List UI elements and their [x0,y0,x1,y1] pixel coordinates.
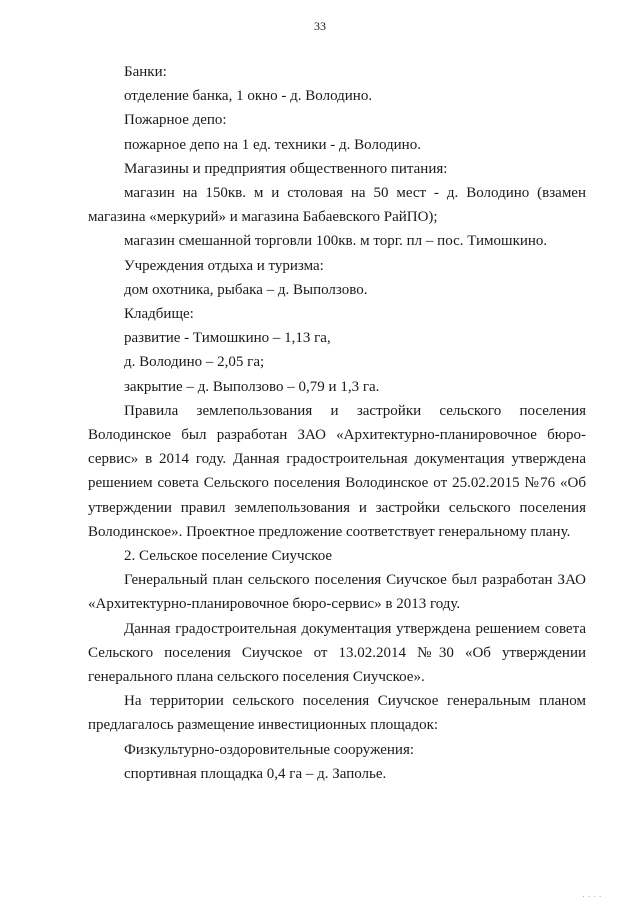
paragraph-shop-volodino: магазин на 150кв. м и столовая на 50 мест - д. Володино (взамен магазина «меркурий» и магазина Бабаевского РайПО); [88,185,586,226]
paragraph-cemetery-heading: Кладбище: [124,306,194,323]
scan-artifact-mark: . . . . [582,891,602,899]
paragraph-shops-heading: Магазины и предприятия общественного питания: [124,160,448,177]
paragraph-fire-depot: пожарное депо на 1 ед. техники - д. Володино. [124,136,421,153]
paragraph-cemetery-volodino: д. Володино – 2,05 га; [124,354,265,371]
paragraph-shop-timoshkino: магазин смешанной торговли 100кв. м торг. пл – пос. Тимошкино. [124,233,548,250]
page-number: 33 [314,19,326,33]
paragraph-sports-ground: спортивная площадка 0,4 га – д. Заполье. [124,765,387,782]
paragraph-cemetery-timoshkino: развитие - Тимошкино – 1,13 га, [124,330,331,347]
paragraph-bank-branch: отделение банка, 1 окно - д. Володино. [124,88,373,105]
paragraph-banks-heading: Банки: [124,64,167,80]
paragraph-recreation-heading: Учреждения отдыха и туризма: [124,257,324,274]
paragraph-land-use-rules: Правила землепользования и застройки сельского поселения Володинское был разработан ЗАО «Архитектурно-планировочное бюро-сервис» в 2014 году. Данная градостроительная документация утверждена решением совета Сельского поселения Володинское от 25.02.2015 №76 «Об утверждении правил землепользования и застройки сельского поселения Володинское». Проектное предложение соответствует генеральному плану. [88,402,586,540]
paragraph-general-plan: Генеральный план сельского поселения Сиучское был разработан ЗАО «Архитектурно-планировочное бюро-сервис» в 2013 году. [88,572,586,613]
paragraph-fire-depot-heading: Пожарное депо: [124,112,227,129]
document-body [88,60,586,786]
paragraph-cemetery-closure: закрытие – д. Выползово – 0,79 и 1,3 га. [124,378,380,395]
paragraph-investment-sites: На территории сельского поселения Сиучское генеральным планом предлагалось размещение инвестиционных площадок: [88,693,586,734]
paragraph-sports-heading: Физкультурно-оздоровительные сооружения: [124,741,415,758]
paragraph-hunter-house: дом охотника, рыбака – д. Выползово. [124,281,368,298]
paragraph-section-siuchskoe: 2. Сельское поселение Сиучское [124,548,333,565]
paragraph-approval: Данная градостроительная документация утверждена решением совета Сельского поселения Сиучское от 13.02.2014 №30 «Об утверждении генерального плана сельского поселения Сиучское». [88,620,586,686]
